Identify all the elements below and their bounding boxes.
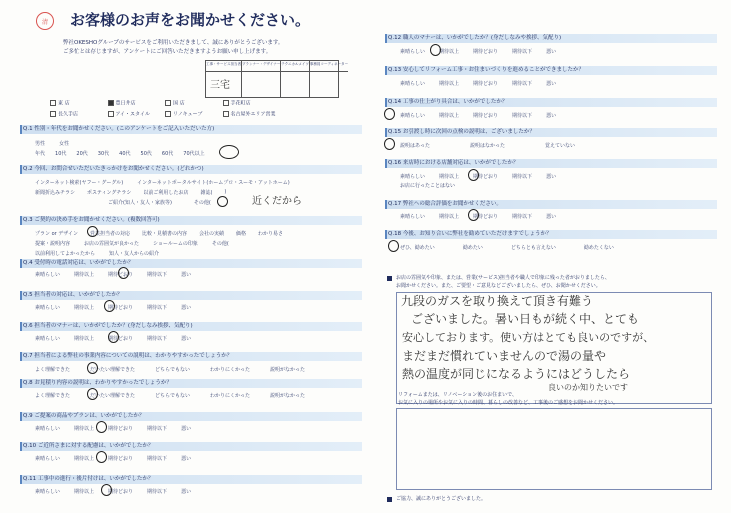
rating-opt[interactable]: 期待以下 [512, 113, 533, 119]
rating-opt[interactable]: 期待以下 [147, 489, 168, 495]
rating-opt[interactable]: 素晴らしい [35, 336, 61, 342]
rating-opt[interactable]: 期待以下 [512, 49, 533, 55]
q8-opt[interactable]: だいたい理解できた [90, 393, 136, 399]
q3-circle [87, 226, 98, 237]
q15-opt[interactable]: 覚えていない [544, 143, 575, 149]
q5-label: Q.5 担当者の対応は、いかがでしたか？ [23, 292, 123, 298]
q3-opt[interactable]: 提案・説明内容 [35, 241, 71, 247]
q1-age-opt[interactable]: 30代 [97, 151, 110, 157]
q5-circle [104, 300, 115, 312]
rating-opt[interactable]: 期待以下 [512, 174, 533, 180]
comment-hand-2: ございました。暑い日もが続く中、とても [411, 312, 640, 326]
rating-opt[interactable]: 期待以上 [74, 456, 95, 462]
rating-opt[interactable]: 悪い [181, 426, 192, 432]
staff-name-hand: 三宅 [206, 72, 242, 97]
branch-item[interactable]: 手花町店 [223, 100, 281, 108]
rating-opt[interactable]: 期待以上 [74, 489, 95, 495]
rating-opt[interactable]: 悪い [181, 489, 192, 495]
q2-opt[interactable]: 新聞折込みチラシ [35, 190, 76, 196]
q17-circle [468, 209, 479, 221]
rating-opt[interactable]: 期待以下 [147, 426, 168, 432]
q2-circle [217, 196, 228, 207]
q2-opt[interactable]: 以前ご利用したお店 [143, 190, 189, 196]
q13-rating [400, 80, 556, 87]
q9-label: Q.9 ご提案の商品やプランは、いかがでしたか？ [23, 413, 145, 419]
q2-opt[interactable]: インターネット検索(ヤフー・グーグル) [35, 180, 124, 186]
branch-item[interactable]: 国 店 [165, 100, 223, 108]
q7-opt[interactable]: だいたい理解できた [90, 367, 136, 373]
q10-label: Q.10 ご近所さまに対する配慮は、いかがでしたか？ [23, 443, 154, 449]
q3-opt[interactable]: 営業担当者の対応 [89, 231, 130, 237]
rating-opt[interactable]: 期待以上 [74, 426, 95, 432]
q3-row-1 [35, 230, 283, 237]
q8-opt[interactable]: わかりにくかった [209, 393, 250, 399]
q3-opt[interactable]: 会社の実績 [198, 231, 224, 237]
q1-age-opt[interactable]: 40代 [119, 151, 131, 157]
rating-opt[interactable]: 期待どおり [473, 81, 499, 87]
rating-opt[interactable]: 悪い [546, 174, 557, 180]
q1-age-opt[interactable]: 50代 [140, 151, 152, 157]
rating-opt[interactable]: 素晴らしい [35, 305, 61, 311]
rating-opt[interactable]: 素晴らしい [35, 272, 61, 278]
q8-opts [35, 392, 305, 399]
q3-opt[interactable]: わかり易さ [258, 231, 284, 237]
after-box[interactable] [396, 408, 712, 490]
rating-opt[interactable]: 悪い [546, 49, 557, 55]
rating-opt[interactable]: 悪い [546, 81, 557, 87]
q15-opt[interactable]: 説明はあった [400, 143, 430, 149]
q3-opt[interactable]: プラン or デザイン [35, 231, 78, 237]
q15-circle [384, 138, 395, 150]
rating-opt[interactable]: 期待以下 [147, 305, 168, 311]
q8-opt[interactable]: どちらでもない [155, 393, 190, 399]
rating-opt[interactable]: 期待以下 [512, 214, 533, 220]
q7-opt[interactable]: よく理解できた [35, 367, 71, 373]
q14-circle [384, 108, 395, 120]
q4-label: Q.4 受付時の電話対応は、いかがでしたか？ [23, 260, 134, 266]
q2-opt[interactable]: 雑誌( [200, 190, 213, 196]
rating-opt[interactable]: 素晴らしい [35, 426, 61, 432]
rating-opt[interactable]: 期待どおり [108, 426, 134, 432]
rating-opt[interactable]: 悪い [181, 456, 192, 462]
q15-opt[interactable]: 説明はなかった [469, 143, 505, 149]
q9-circle [96, 421, 107, 433]
staff-col-2: プランナー・デザイナー [242, 61, 281, 72]
rating-opt[interactable]: 期待以下 [512, 81, 533, 87]
q1-age-opt[interactable]: 10代 [55, 151, 67, 157]
q7-circle [87, 362, 98, 374]
q3-opt[interactable]: 比較・見積書の内容 [141, 231, 187, 237]
rating-opt[interactable]: 素晴らしい [400, 113, 426, 119]
intro-line-1: 弊社OKESHOグループのサービスをご利用いただきまして、誠にありがとうございます。 [63, 40, 284, 46]
rating-opt[interactable]: 悪い [181, 272, 192, 278]
rating-opt[interactable]: 悪い [546, 214, 557, 220]
q3-opt[interactable]: ショールームの印象 [153, 241, 198, 247]
header-stamp: 清 [36, 12, 54, 30]
after-prompt-2: お気に入りの場所やお気に入りの時間、暮らしの改善など、工事後のご感想をお聞かせください。 [398, 400, 619, 406]
branch-item[interactable]: 豊日井店 [108, 100, 166, 108]
q7-opt[interactable]: わかりにくかった [209, 367, 250, 373]
comment-hand-5: 熱の温度が同じになるようにはどうしたら [402, 367, 631, 381]
comment-hand-note: 良いのか知りたいです [548, 383, 628, 392]
q3-row-2 [35, 240, 229, 247]
branch-item[interactable]: 東 店 [50, 100, 108, 108]
staff-table [205, 60, 349, 98]
q18-circle [388, 240, 399, 252]
q18-opt[interactable]: 勧めたくない [583, 245, 614, 251]
rating-opt[interactable]: 期待どおり [473, 49, 499, 55]
q11-circle [101, 484, 112, 496]
comment-prompt-1: お店の雰囲気や印象、または、営業(サービス)担当者や職人で印象に残った者がおりましたら、 [396, 275, 610, 281]
q2-opt[interactable]: インターネットポータルサイト(ホームプロ・スーモ・アットホーム) [137, 180, 290, 186]
q1-ages [35, 150, 205, 157]
q13-label: Q.13 安心してリフォーム工事・お住まいづくりを進めることができましたか？ [388, 67, 585, 73]
branch-list [50, 100, 280, 118]
rating-opt[interactable]: 期待以下 [147, 336, 168, 342]
comment-hand-1: 九段のガスを取り換えて頂き有難う [401, 294, 594, 308]
q16-extra[interactable]: お店に行ったことはない [400, 183, 456, 189]
q7-opt[interactable]: どちらでもない [155, 367, 190, 373]
rating-opt[interactable]: 期待どおり [108, 305, 134, 311]
q7-opt[interactable]: 説明がなかった [270, 367, 306, 373]
q8-label: Q.8 お見積り内容の説明は、わかりやすかったでしょうか？ [23, 380, 172, 386]
q1-gender-opt[interactable]: 女性 [59, 141, 70, 147]
rating-opt[interactable]: 期待以上 [439, 174, 460, 180]
q9-rating [35, 425, 191, 432]
rating-opt[interactable]: 期待どおり [108, 272, 134, 278]
q18-opts [400, 244, 614, 251]
rating-opt[interactable]: 期待どおり [473, 113, 499, 119]
q2-row-3 [108, 199, 211, 206]
q1-age-opt[interactable]: 20代 [76, 151, 88, 157]
rating-opt[interactable]: 素晴らしい [400, 81, 426, 87]
staff-col-4: 事務員コーディネーター [310, 61, 348, 72]
footer-thanks: ご協力、誠にありがとうございました。 [396, 496, 487, 502]
q18-opt[interactable]: ぜひ、勧めたい [400, 245, 435, 251]
q18-opt[interactable]: 勧めたい [462, 245, 483, 251]
q10-rating [35, 455, 191, 462]
q8-opt[interactable]: よく理解できた [35, 393, 71, 399]
footer-bullet [387, 497, 392, 502]
q15-opts [400, 142, 575, 149]
rating-opt[interactable]: 期待以上 [74, 305, 95, 311]
rating-opt[interactable]: 期待どおり [108, 489, 134, 495]
rating-opt[interactable]: 素晴らしい [35, 489, 61, 495]
q3-label: Q.3 ご契約の決め手をお聞かせください。(複数回答可) [23, 217, 160, 223]
rating-opt[interactable]: 期待どおり [473, 214, 499, 220]
q3-row-3 [35, 250, 159, 257]
q2-label: Q.2 今回、お問合せいただいたきっかけをお聞かせください。(どれかつ) [23, 166, 204, 172]
q7-opts [35, 366, 305, 373]
q2-hand-answer: 近くだから [252, 196, 302, 207]
q16-label: Q.16 来店時における店舗対応は、いかがでしたか？ [388, 160, 519, 166]
q6-label: Q.6 担当者のマナーは、いかがでしたか？(身だしなみ挨拶、気配り) [23, 323, 193, 329]
branch-item[interactable]: リノキューブ [165, 111, 223, 119]
rating-opt[interactable]: 期待どおり [473, 174, 499, 180]
rating-opt[interactable]: 悪い [181, 305, 192, 311]
q2-opt[interactable]: ポスティングチラシ [87, 190, 132, 196]
q12-label: Q.12 職人のマナーは、いかがでしたか？(身だしなみや挨拶、気配り) [388, 35, 562, 41]
q12-rating [400, 48, 556, 55]
q8-circle [87, 388, 98, 400]
rating-opt[interactable]: 期待以上 [439, 81, 460, 87]
q3-opt[interactable]: 価格 [236, 231, 247, 237]
rating-opt[interactable]: 期待以上 [439, 49, 460, 55]
q14-rating [400, 112, 556, 119]
q4-circle [118, 267, 129, 279]
q8-opt[interactable]: 説明がなかった [270, 393, 306, 399]
branch-item[interactable]: 長久手店 [50, 111, 108, 119]
q2-opt[interactable]: ご紹介(知人・友人・家族等) [108, 200, 172, 206]
rating-opt[interactable]: 期待どおり [108, 336, 134, 342]
q1-gender-opt[interactable]: 男性 [35, 141, 46, 147]
q1-age-circle [219, 145, 239, 159]
q1-label: Q.1 性別・年代をお聞かせください。(このアンケートをご記入いただいた方) [23, 126, 215, 132]
rating-opt[interactable]: 悪い [181, 336, 192, 342]
q2-opt[interactable]: その他( [193, 200, 211, 206]
q3-opt[interactable]: その他( [211, 241, 229, 247]
branch-item[interactable]: 名古屋外エリア営業 [223, 111, 281, 119]
q2-opt: ) [224, 189, 227, 195]
branch-item[interactable]: アイ・スタイル [108, 111, 166, 119]
rating-opt[interactable]: 悪い [546, 113, 557, 119]
q4-rating [35, 271, 191, 278]
rating-opt[interactable]: 素晴らしい [400, 174, 426, 180]
comment-bullet [387, 276, 392, 281]
q6-circle [108, 331, 119, 343]
q2-row-2 [35, 189, 226, 196]
q1-age-prefix: 年代 [35, 151, 46, 157]
rating-opt[interactable]: 期待どおり [108, 456, 134, 462]
page-title: お客様のお声をお聞かせください。 [70, 11, 311, 29]
intro-line-2: ご多忙とは存じますが、アンケートにご回答いただきますようお願い申し上げます。 [63, 49, 272, 55]
q3-opt[interactable]: お店の雰囲気が良かった [84, 241, 140, 247]
q10-circle [96, 451, 107, 463]
rating-opt[interactable]: 期待以上 [74, 272, 95, 278]
q3-opt[interactable]: 以前利用してよかったから [35, 251, 96, 257]
rating-opt[interactable]: 期待以上 [439, 214, 460, 220]
rating-opt[interactable]: 素晴らしい [35, 456, 61, 462]
q14-label: Q.14 工事の仕上がり具合は、いかがでしたか？ [388, 99, 508, 105]
q16-circle [468, 169, 479, 181]
q18-opt[interactable]: どちらとも言えない [510, 245, 556, 251]
rating-opt[interactable]: 期待以下 [147, 272, 168, 278]
staff-col-3: テクニカルメイツ [281, 61, 310, 72]
comment-prompt-2: お聞かせください。また、ご要望・ご意見などございましたら、ぜひ、お聞かせください。 [396, 283, 601, 289]
rating-opt[interactable]: 素晴らしい [400, 214, 426, 220]
q1-gender [35, 140, 69, 147]
rating-opt[interactable]: 素晴らしい [400, 49, 426, 55]
q2-row-1 [35, 179, 290, 186]
q1-age-opt[interactable]: 60代 [161, 151, 174, 157]
q7-label: Q.7 担当者による弊社の事業内容についての説明は、わかりやすかったでしょうか？ [23, 353, 233, 359]
after-prompt-1: リフォームまたは、リノベーション後のお住まいで、 [398, 392, 518, 398]
rating-opt[interactable]: 期待以上 [439, 113, 460, 119]
q11-label: Q.11 工事中の進行・後片付けは、いかがでしたか？ [23, 476, 154, 482]
q12-circle [430, 44, 441, 56]
rating-opt[interactable]: 期待以下 [147, 456, 168, 462]
comment-hand-3: 安心しております。使い方はとても良いのですが、 [402, 331, 655, 344]
q18-label: Q.18 今後、お知り合いに弊社を勧めていただけますでしょうか？ [388, 231, 552, 237]
q17-label: Q.17 弊社への総合評価をお聞かせください。 [388, 201, 502, 207]
q1-age-opt[interactable]: 70代以上 [183, 151, 205, 157]
comment-hand-4: まだまだ慣れていませんので湯の量や [402, 349, 607, 363]
rating-opt[interactable]: 期待以上 [74, 336, 95, 342]
q3-opt[interactable]: 知人・友人からの紹介 [109, 251, 160, 257]
staff-col-1: 工事・サービス担当者 [206, 61, 242, 72]
q11-rating [35, 488, 191, 495]
q15-label: Q.15 お引渡し時に次回の点検の説明は、ございましたか？ [388, 129, 535, 135]
